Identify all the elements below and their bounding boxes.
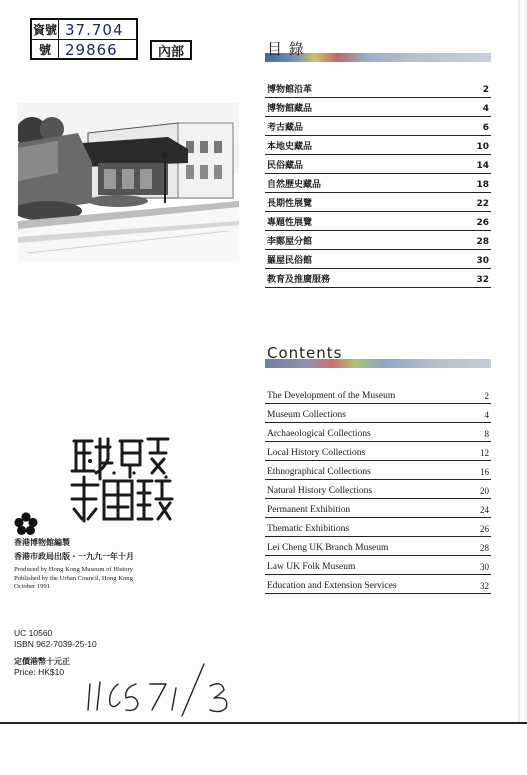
contents-zh-title: 目 錄 [267,40,305,58]
toc-zh-label: 博物館沿革 [267,85,313,95]
toc-en-page: 20 [480,486,489,496]
toc-en-page: 8 [484,429,489,439]
toc-en-page: 16 [480,467,489,477]
toc-zh-label: 自然歷史藏品 [267,180,322,190]
toc-zh-label: 羅屋民俗館 [267,256,313,266]
toc-en-row[interactable] [265,461,491,480]
toc-en-page: 30 [480,562,489,572]
toc-zh-label: 教育及推廣服務 [267,275,331,285]
accession-stamp [30,18,138,60]
museum-seal [64,433,176,527]
toc-zh-label: 本地史藏品 [267,142,313,152]
toc-zh-label: 專題性展覽 [267,218,313,228]
toc-zh-row[interactable] [265,136,491,155]
toc-zh-label: 博物館藏品 [267,104,313,114]
toc-zh-page: 4 [482,104,489,114]
toc-zh-row[interactable] [265,231,491,250]
stamp-value-1: 37.704 [65,20,124,39]
toc-zh-row[interactable] [265,250,491,269]
stamp-row-1 [32,20,136,40]
toc-zh-page: 2 [482,85,489,95]
toc-en-label: Permanent Exhibition [267,505,351,515]
contents-en-title: Contents [267,344,343,362]
price-zh: 定價港幣十元正 [14,657,70,666]
toc-zh-page: 26 [476,218,489,228]
catalog-codes [14,628,97,650]
toc-zh-row[interactable] [265,269,491,288]
publisher-en-line1: Produced by Hong Kong Museum of History [14,566,134,573]
publisher-en-line2: Published by the Urban Council, Hong Kong [14,574,133,582]
toc-en-page: 12 [480,448,489,458]
toc-zh-page: 30 [476,256,489,266]
museum-building-photo [18,103,239,261]
toc-en-page: 32 [480,581,489,591]
uc-code: UC 10560 [14,628,53,638]
page-edge [518,0,527,722]
toc-en-row[interactable] [265,404,491,423]
publisher-zh-line1: 香港博物館編製 [14,538,70,547]
toc-zh-row[interactable] [265,155,491,174]
toc-en-label: Museum Collections [267,410,346,420]
contents-en-header [265,344,491,371]
toc-en-row[interactable] [265,537,491,556]
toc-en-row[interactable] [265,518,491,537]
toc-zh-label: 民俗藏品 [267,161,304,171]
toc-en-label: Archaeological Collections [267,429,371,439]
toc-en-row[interactable] [265,480,491,499]
toc-zh-page: 6 [482,123,489,133]
toc-zh-page: 22 [476,199,489,209]
toc-en-row[interactable] [265,556,491,575]
toc-zh-page: 10 [476,142,489,152]
toc-en-label: Natural History Collections [267,486,373,496]
toc-zh-row[interactable] [265,79,491,98]
publisher-en-line3: October 1991 [14,583,51,591]
toc-en-row[interactable] [265,499,491,518]
toc-en-label: Education and Extension Services [267,581,397,591]
publisher-en [14,566,154,592]
stamp-key-2: 號 [32,40,59,59]
toc-en-page: 26 [480,524,489,534]
publisher-zh-line2: 香港市政局出版・一九九一年十月 [14,552,134,561]
stamp-key-1: 資號 [32,20,59,39]
toc-en-row[interactable] [265,385,491,404]
toc-en-page: 24 [480,505,489,515]
toc-zh-page: 14 [476,161,489,171]
toc-zh-row[interactable] [265,212,491,231]
toc-zh-label: 李鄭屋分館 [267,237,313,247]
toc-zh-row[interactable] [265,174,491,193]
toc-en-page: 2 [484,391,489,401]
toc-en-label: Law UK Folk Museum [267,562,356,572]
toc-zh-page: 32 [476,275,489,285]
toc-zh-page: 28 [476,237,489,247]
toc-en-row[interactable] [265,442,491,461]
toc-en-row[interactable] [265,423,491,442]
toc-en-label: Ethnographical Collections [267,467,371,477]
toc-en-label: Lei Cheng UK Branch Museum [267,543,389,553]
scan-margin [0,724,527,775]
toc-zh-row[interactable] [265,117,491,136]
toc-en-page: 28 [480,543,489,553]
toc-en-label: Thematic Exhibitions [267,524,350,534]
toc-zh-label: 考古藏品 [267,123,304,133]
stamp-row-2 [32,40,136,59]
toc-en-row[interactable] [265,575,491,594]
toc-zh-label: 長期性展覽 [267,199,313,209]
internal-stamp: 內部 [150,40,192,60]
contents-zh-header [265,40,491,65]
toc-zh-row[interactable] [265,193,491,212]
toc-en-label: Local History Collections [267,448,366,458]
toc-zh-row[interactable] [265,98,491,117]
stamp-value-2: 29866 [65,40,118,59]
contents-zh-list [265,79,491,288]
isbn: ISBN 962-7039-25-10 [14,639,97,649]
price-en: Price: HK$10 [14,667,65,677]
toc-en-label: The Development of the Museum [267,391,396,401]
handwritten-note [80,660,260,720]
urban-council-logo [14,512,38,536]
toc-en-page: 4 [484,410,489,420]
contents-en-list [265,385,491,594]
toc-zh-page: 18 [476,180,489,190]
